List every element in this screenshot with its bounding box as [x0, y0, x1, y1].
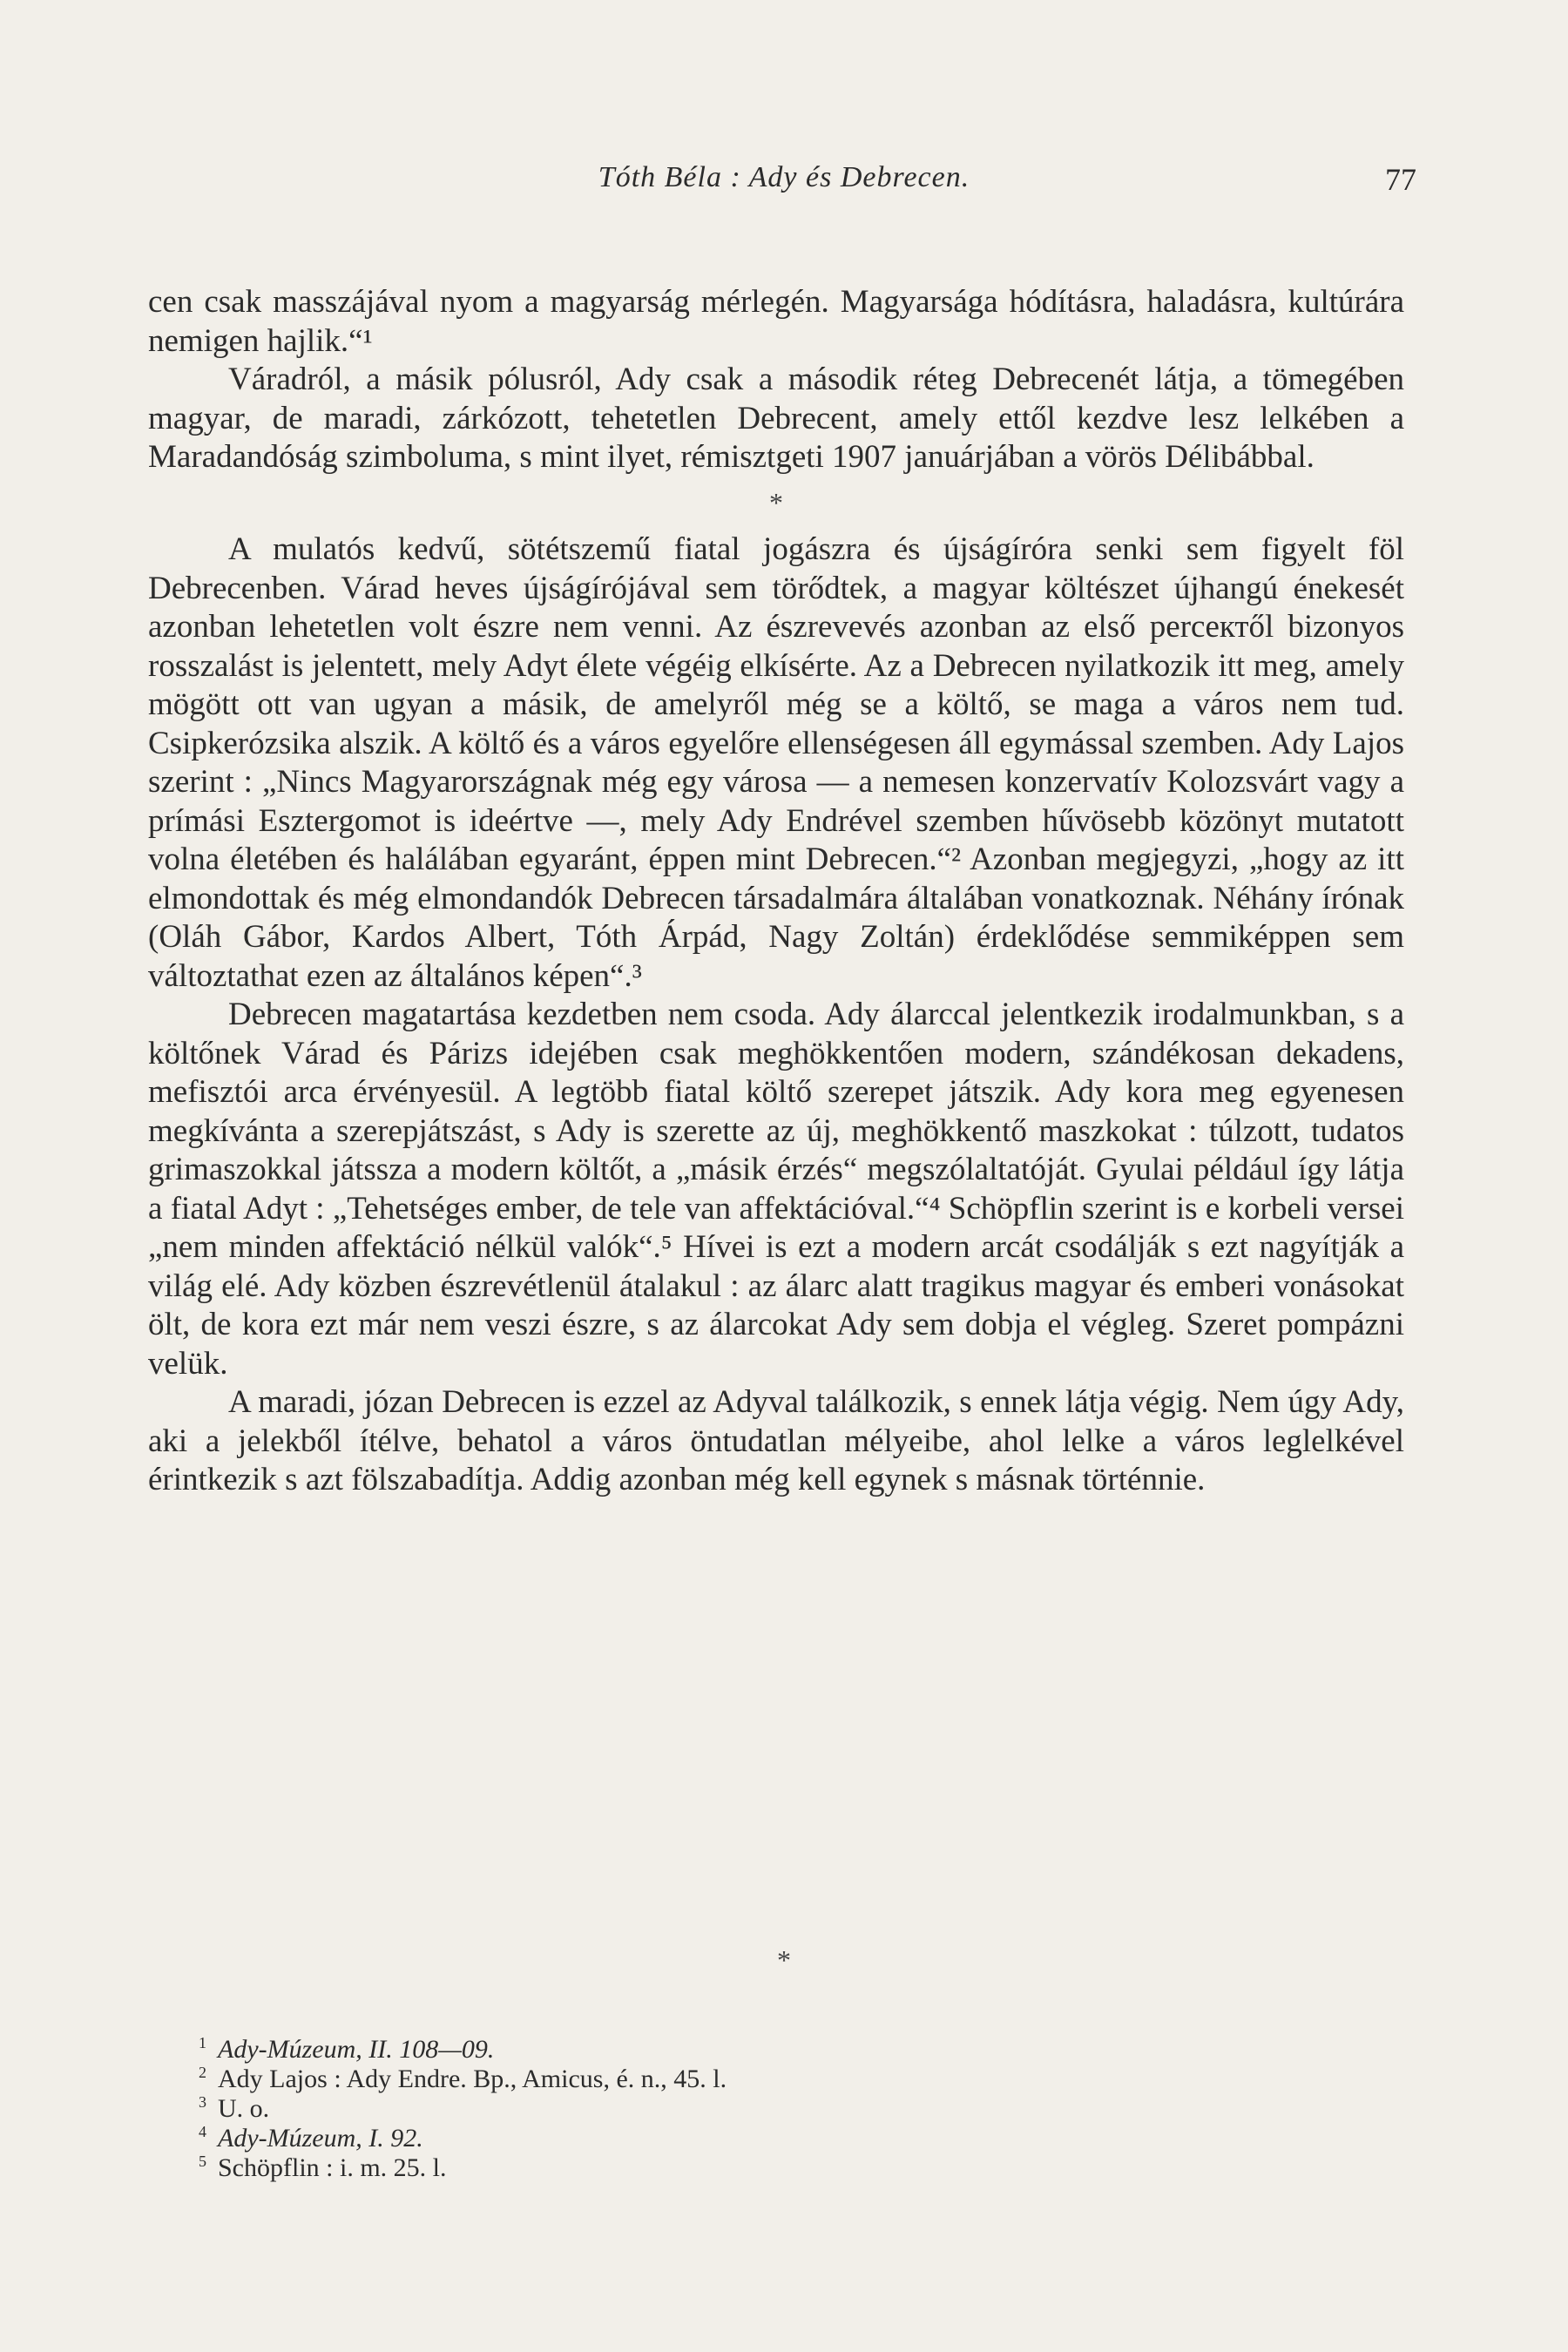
page-number: 77	[1385, 162, 1416, 197]
footnote-text: Ady-Múzeum, II. 108—09.	[218, 2035, 495, 2064]
footnote	[199, 2065, 1244, 2094]
footnote-text: Ady-Múzeum, I. 92.	[218, 2124, 423, 2153]
footnotes	[199, 2035, 1244, 2183]
footnote	[199, 2035, 1244, 2065]
paragraph-2: Váradról, a másik pólusról, Ady csak a második réteg Debrecenét látja, a tömegében magyar, de maradi, zárkózott, tehetetlen Debrecent, amely ettől kezdve lesz lelkében a Maradandóság szimboluma, s mint ilyet, rémisztgeti 1907 januárjában a vörös Délibábbal.	[148, 362, 1404, 475]
section-separator-2: *	[777, 1944, 791, 1976]
footnote-number: 1	[199, 2034, 206, 2051]
footnote-number: 2	[199, 2064, 206, 2081]
section-separator: *	[769, 486, 783, 518]
body-text	[148, 283, 1404, 1500]
paragraph-4: Debrecen magatartása kezdetben nem csoda. Ady álarccal jelentkezik irodalmunkban, s a költőnek Várad és Párizs idejében csak meghökkentően modern, szándékosan dekadens, mefisztói arca érvényesül. A legtöbb fiatal költő szerepet játszik. Ady kora meg egyenesen megkívánta a szerepjátszást, s Ady is szerette az új, meghökkentő maszkokat : túlzott, tudatos grimaszokkal játssza a modern költőt, a „másik érzés“ megszólaltatóját. Gyulai például így látja a fiatal Adyt : „Tehetséges ember, de tele van affektációval.“⁴ Schöpflin szerint is e korbeli versei „nem minden affektáció nélkül valók“.⁵ Hívei is ezt a modern arcát csodálják s ezt nagyítják a világ elé. Ady közben észrevétlenül átalakul : az álarc alatt tragikus magyar és emberi vonásokat ölt, de kora ezt már nem veszi észre, s az álarcokat Ady sem dobja el végleg. Szeret pompázni velük.	[148, 997, 1404, 1382]
footnote	[199, 2153, 1244, 2183]
footnote	[199, 2094, 1244, 2124]
running-title: Tóth Béla : Ady és Debrecen.	[598, 161, 970, 193]
running-head	[0, 152, 1568, 205]
paragraph-5: A maradi, józan Debrecen is ezzel az Adyval találkozik, s ennek látja végig. Nem úgy Ady, aki a jelekből ítélve, behatol a város öntudatlan mélyeibe, ahol lelke a város leglelkével érintkezik s azt fölszabadítja. Addig azonban még kell egynek s másnak történnie.	[148, 1384, 1404, 1497]
paragraph-1: cen csak masszájával nyom a magyarság mérlegén. Magyarsága hódításra, haladásra, kultúrára nemigen hajlik.“¹	[148, 284, 1404, 359]
footnote	[199, 2124, 1244, 2153]
footnote-text: Schöpflin : i. m. 25. l.	[218, 2153, 447, 2182]
footnote-number: 5	[199, 2153, 206, 2170]
paragraph-3: A mulatós kedvű, sötétszemű fiatal jogászra és újságíróra senki sem figyelt föl Debrecenben. Várad heves újságírójával sem törődtek, a magyar költészet újhangú énekesét azonban lehetetlen volt észre nem venni. Az észrevevés azonban az első perceктől bizonyos rosszalást is jelentett, mely Adyt élete végéig elkísérte. Az a Debrecen nyilatkozik itt meg, amely mögött ott van ugyan a másik, de amelyről még se a költő, se maga a város nem tud. Csipkerózsika alszik. A költő és a város egyelőre ellenségesen áll egymással szemben. Ady Lajos szerint : „Nincs Magyarországnak még egy városa — a nemesen konzervatív Kolozsvárt vagy a prímási Esztergomot is ideértve —, mely Ady Endrével szemben hűvösebb közönyt mutatott volna életében és halálában egyaránt, éppen mint Debrecen.“² Azonban megjegyzi, „hogy az itt elmondottak és még elmondandók Debrecen társadalmára általában vonatkoznak. Néhány írónak (Oláh Gábor, Kardos Albert, Tóth Árpád, Nagy Zoltán) érdeklődése semmiképpen sem változtathat ezen az általános képen“.³	[148, 531, 1404, 994]
footnote-text: Ady Lajos : Ady Endre. Bp., Amicus, é. n., 45. l.	[218, 2065, 727, 2093]
footnote-number: 4	[199, 2123, 206, 2140]
footnote-number: 3	[199, 2093, 206, 2111]
footnote-text: U. o.	[218, 2094, 270, 2123]
